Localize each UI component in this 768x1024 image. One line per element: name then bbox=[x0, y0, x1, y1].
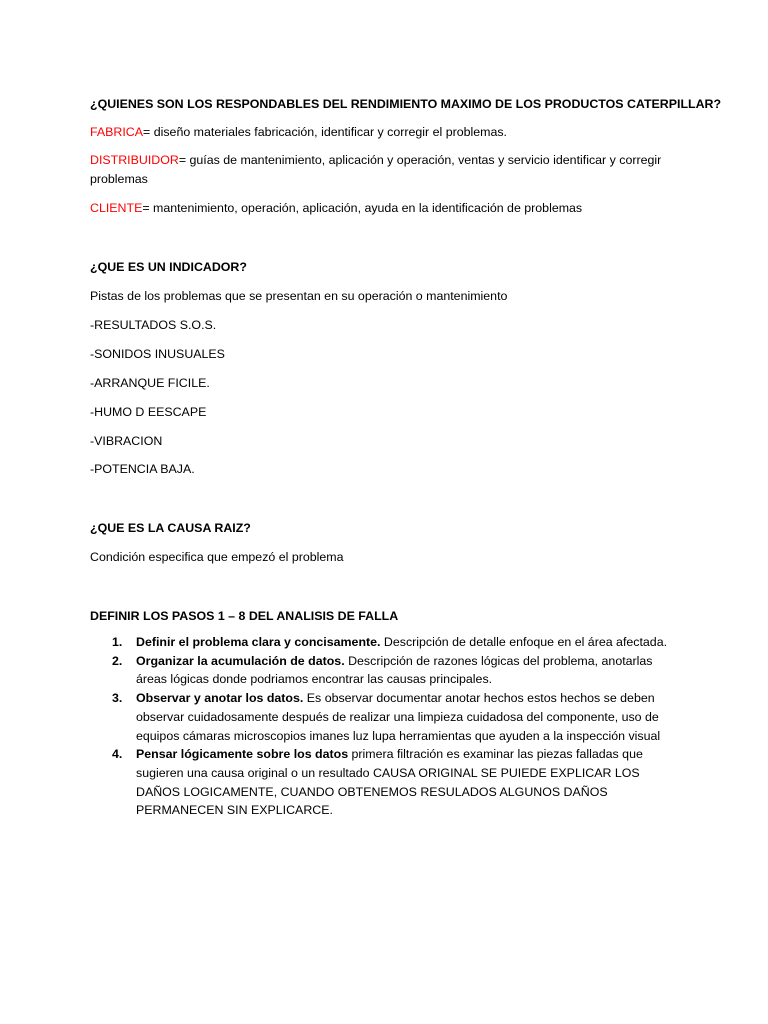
indicator-item: -SONIDOS INUSUALES bbox=[90, 347, 225, 361]
line-fabrica bbox=[90, 123, 507, 142]
indicator-item: -RESULTADOS S.O.S. bbox=[90, 318, 217, 332]
step-title: Definir el problema clara y concisamente. bbox=[136, 635, 381, 649]
label-fabrica: FABRICA bbox=[90, 125, 144, 139]
step-number: 1. bbox=[112, 635, 123, 649]
question-responsables: ¿QUIENES SON LOS RESPONDABLES DEL RENDIMIENTO MAXIMO DE LOS PRODUCTOS CATERPILLAR? bbox=[90, 97, 722, 111]
text-cliente: = mantenimiento, operación, aplicación, ayuda en la identificación de problemas bbox=[142, 201, 583, 215]
question-causa-raiz: ¿QUE ES LA CAUSA RAIZ? bbox=[90, 521, 251, 535]
step-item bbox=[90, 633, 678, 652]
step-number: 3. bbox=[112, 691, 123, 706]
indicator-item: -POTENCIA BAJA. bbox=[90, 462, 195, 476]
step-number: 2. bbox=[112, 653, 123, 668]
step-number: 4. bbox=[112, 747, 123, 762]
step-title: Organizar la acumulación de datos. bbox=[136, 653, 345, 668]
step-title: Pensar lógicamente sobre los datos bbox=[136, 747, 349, 762]
step-item bbox=[90, 745, 678, 820]
step-title: Observar y anotar los datos. bbox=[136, 691, 304, 706]
line-cliente bbox=[90, 199, 582, 218]
label-cliente: CLIENTE bbox=[90, 201, 143, 215]
indicator-item: -VIBRACION bbox=[90, 434, 163, 448]
text-distribuidor: = guías de mantenimiento, aplicación y operación, ventas y servicio identificar y corregir problemas bbox=[90, 153, 662, 186]
step-item bbox=[90, 689, 678, 745]
indicator-item: -HUMO D EESCAPE bbox=[90, 405, 207, 419]
step-text: Es observar documentar anotar hechos estos hechos se deben observar cuidadosamente después de realizar una limpieza cuidadosa del componente, uso de equipos cámaras microscopios imanes luz lupa herramientas que ayuden a la inspección visual bbox=[136, 691, 661, 743]
answer-indicador: Pistas de los problemas que se presentan en su operación o mantenimiento bbox=[90, 289, 508, 303]
line-distribuidor bbox=[90, 151, 680, 189]
indicator-item: -ARRANQUE FICILE. bbox=[90, 376, 210, 390]
step-text: Descripción de detalle enfoque en el área afectada. bbox=[380, 635, 668, 649]
step-item bbox=[90, 652, 678, 689]
question-indicador: ¿QUE ES UN INDICADOR? bbox=[90, 260, 247, 274]
step-text: Descripción de razones lógicas del problema, anotarlas áreas lógicas donde podriamos encontrar las causas principales. bbox=[136, 653, 653, 687]
text-fabrica: = diseño materiales fabricación, identificar y corregir el problemas. bbox=[143, 125, 508, 139]
step-text: primera filtración es examinar las piezas falladas que sugieren una causa original o un resultado CAUSA ORIGINAL SE PUIEDE EXPLICAR LOS DAÑOS LOGICAMENTE, CUANDO OBTENEMOS RESULADOS ALGUNOS DAÑOS PERMANECEN SIN EXPLICARCE. bbox=[136, 747, 643, 818]
steps-list bbox=[90, 633, 678, 820]
label-distribuidor: DISTRIBUIDOR bbox=[90, 153, 179, 167]
answer-causa-raiz: Condición especifica que empezó el problema bbox=[90, 550, 344, 564]
section-title-pasos: DEFINIR LOS PASOS 1 – 8 DEL ANALISIS DE FALLA bbox=[90, 609, 399, 623]
